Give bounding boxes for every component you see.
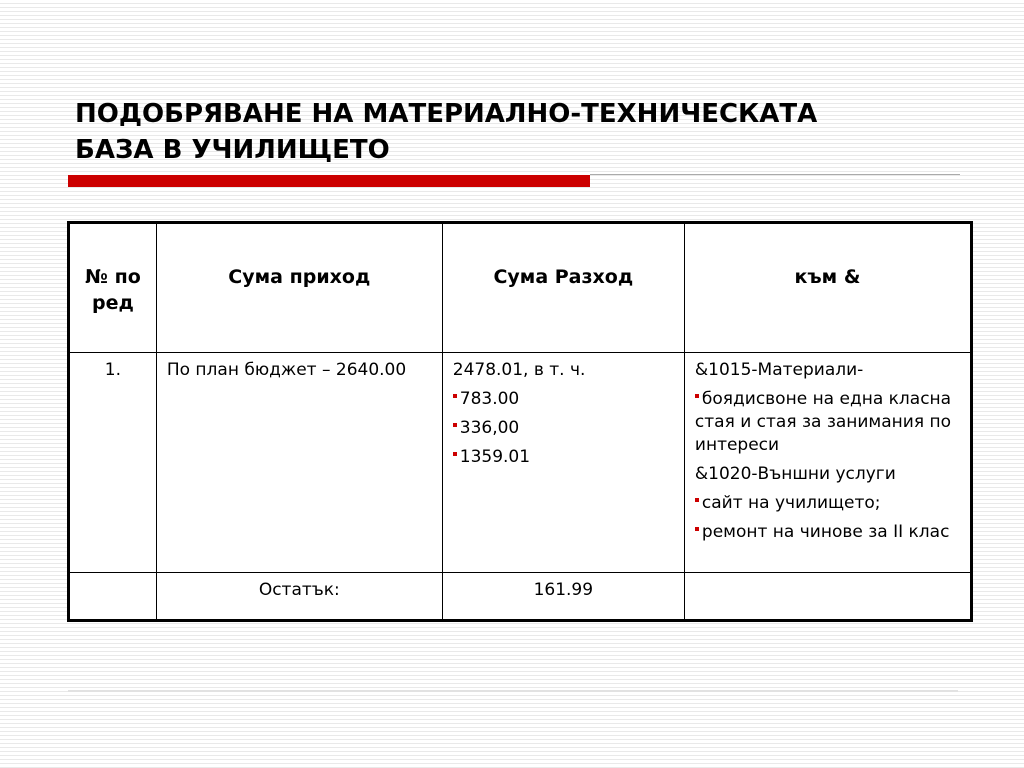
slide-title-line2: БАЗА В УЧИЛИЩЕТО	[75, 135, 390, 165]
table-footer-row	[69, 573, 972, 621]
to-header-services: &1020-Външни услуги	[694, 464, 896, 484]
header-expense: Сума Разход	[442, 223, 684, 353]
to-item-text: ремонт на чинове за II клас	[701, 522, 950, 542]
bullet-icon	[695, 527, 699, 531]
to-item	[695, 521, 960, 544]
expense-item-text: 783.00	[459, 389, 520, 409]
to-item-text: боядисвоне на една класна стая и стая за занимания по интереси	[694, 389, 952, 455]
footer-empty-cell	[69, 573, 157, 621]
title-underline-red	[68, 175, 590, 187]
expense-item-text: 1359.01	[459, 447, 531, 467]
footer-label: Остатък:	[156, 573, 442, 621]
to-header-materials: &1015-Материали-	[694, 360, 864, 380]
table-row	[69, 353, 972, 573]
footer-empty-cell-right	[684, 573, 971, 621]
bullet-icon	[453, 423, 457, 427]
table-header-row	[69, 223, 972, 353]
row-expense	[442, 353, 684, 573]
title-underline-gray	[590, 174, 960, 175]
bullet-icon	[695, 394, 699, 398]
row-income: По план бюджет – 2640.00	[156, 353, 442, 573]
row-to	[684, 353, 971, 573]
expense-item	[453, 388, 674, 411]
slide-title-line1: ПОДОБРЯВАНЕ НА МАТЕРИАЛНО-ТЕХНИЧЕСКАТА	[75, 99, 818, 129]
header-to: към &	[684, 223, 971, 353]
to-item	[695, 492, 960, 515]
bullet-icon	[453, 452, 457, 456]
footer-value: 161.99	[442, 573, 684, 621]
slide-title	[75, 96, 955, 168]
expense-item-text: 336,00	[459, 418, 520, 438]
to-item	[695, 388, 960, 457]
expense-item	[453, 446, 674, 469]
to-item-text: сайт на училището;	[701, 493, 881, 513]
row-no: 1.	[69, 353, 157, 573]
header-no: № по ред	[69, 223, 157, 353]
bullet-icon	[695, 498, 699, 502]
bullet-icon	[453, 394, 457, 398]
bottom-divider	[68, 690, 958, 692]
expense-item	[453, 417, 674, 440]
expense-main: 2478.01, в т. ч.	[452, 360, 586, 380]
header-income: Сума приход	[156, 223, 442, 353]
budget-table	[67, 221, 973, 622]
